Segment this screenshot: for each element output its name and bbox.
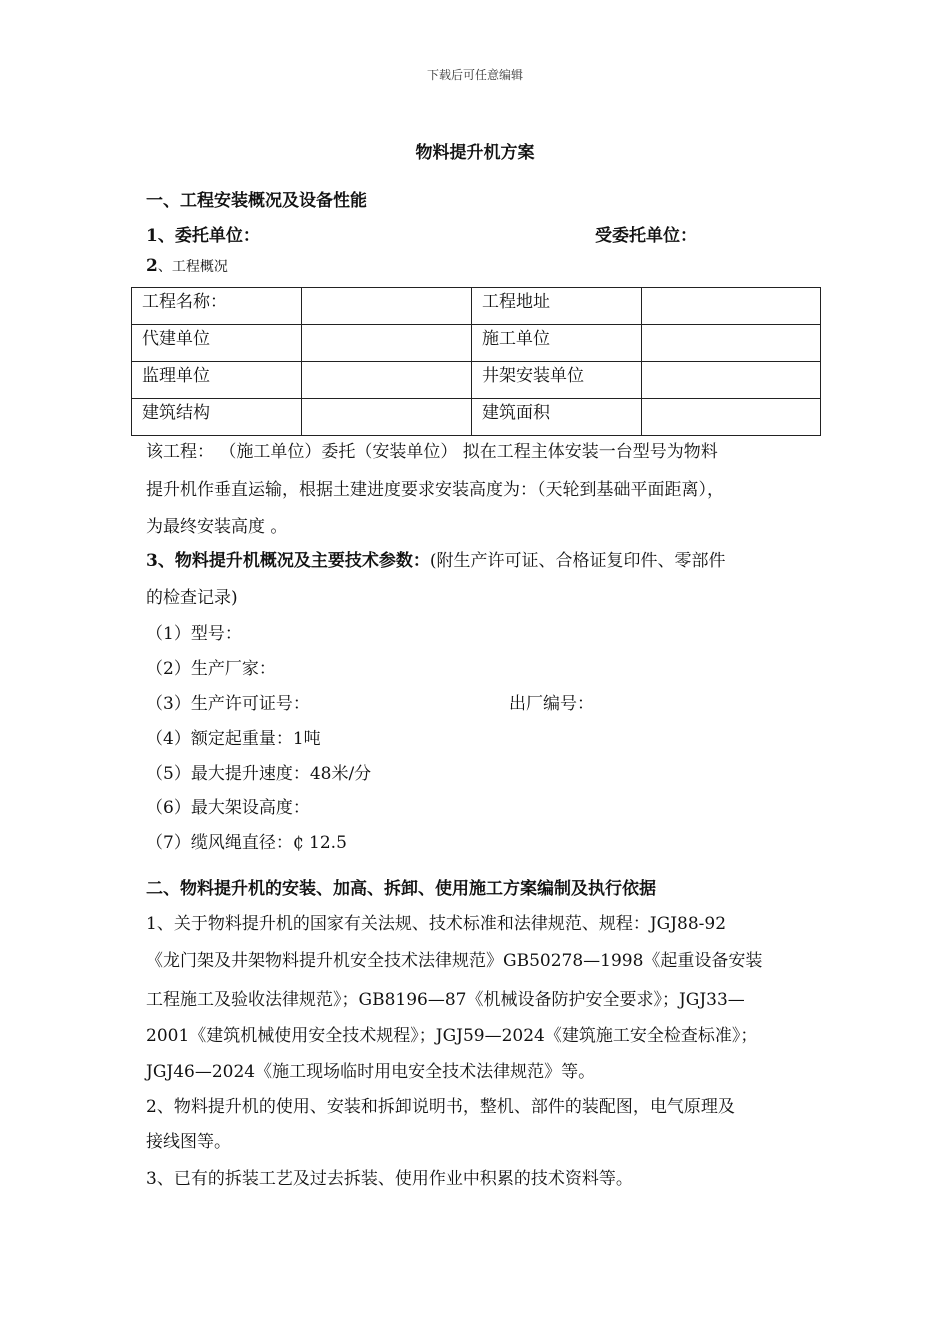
factory-number-label: 出厂编号： bbox=[509, 694, 594, 714]
param-item: （2）生产厂家： bbox=[146, 659, 276, 679]
table-cell bbox=[642, 288, 821, 325]
table-row bbox=[132, 362, 821, 399]
params-note: (附生产许可证、合格证复印件、零部件 bbox=[429, 551, 726, 571]
overview-paragraph-line: 该工程： （施工单位）委托（安装单位） 拟在工程主体安装一台型号为物料 bbox=[146, 442, 718, 462]
overview-num: 2 bbox=[146, 256, 158, 276]
section2-heading: 二、物料提升机的安装、加高、拆卸、使用施工方案编制及执行依据 bbox=[146, 879, 656, 899]
table-cell bbox=[642, 362, 821, 399]
overview-label: 、工程概况 bbox=[157, 259, 228, 275]
table-row bbox=[132, 325, 821, 362]
basis-line: 1、关于物料提升机的国家有关法规、技术标准和法律规范、规程：JGJ88-92 bbox=[146, 914, 727, 934]
client-label: 1、委托单位： bbox=[146, 226, 260, 246]
param-item: （5）最大提升速度：48米/分 bbox=[146, 764, 372, 784]
table-cell: 工程名称： bbox=[132, 288, 302, 325]
table-row bbox=[132, 399, 821, 436]
param-item: （7）缆风绳直径：₵ 12.5 bbox=[146, 833, 347, 853]
table-cell: 监理单位 bbox=[132, 362, 302, 399]
table-cell bbox=[642, 325, 821, 362]
table-cell: 代建单位 bbox=[132, 325, 302, 362]
table-cell: 施工单位 bbox=[472, 325, 642, 362]
basis-line: 接线图等。 bbox=[146, 1132, 231, 1152]
basis-line: 2001《建筑机械使用安全技术规程》；JGJ59—2024《建筑施工安全检查标准》； bbox=[146, 1026, 758, 1046]
param-item: （3）生产许可证号： bbox=[146, 694, 310, 714]
overview-paragraph-line: 为最终安装高度 。 bbox=[146, 517, 288, 537]
basis-line: JGJ46—2024《施工现场临时用电安全技术法律规范》等。 bbox=[146, 1062, 596, 1082]
table-cell: 建筑面积 bbox=[472, 399, 642, 436]
contractor-label: 受委托单位： bbox=[595, 226, 697, 246]
table-cell: 井架安装单位 bbox=[472, 362, 642, 399]
params-heading: 3、物料提升机概况及主要技术参数： bbox=[146, 551, 430, 571]
basis-line: 《龙门架及井架物料提升机安全技术法律规范》GB50278—1998《起重设备安装 bbox=[146, 951, 763, 971]
page-header: 下载后可任意编辑 bbox=[426, 68, 523, 82]
table-cell bbox=[302, 399, 472, 436]
table-cell bbox=[302, 288, 472, 325]
overview-paragraph-line: 提升机作垂直运输，根据土建进度要求安装高度为：（天轮到基础平面距离）， bbox=[146, 480, 724, 500]
params-note-continued: 的检查记录) bbox=[146, 588, 238, 608]
table-cell: 建筑结构 bbox=[132, 399, 302, 436]
document-title: 物料提升机方案 bbox=[415, 143, 535, 163]
table-cell bbox=[302, 362, 472, 399]
basis-line: 3、已有的拆装工艺及过去拆装、使用作业中积累的技术资料等。 bbox=[146, 1169, 633, 1189]
overview-heading bbox=[146, 256, 228, 276]
section1-heading: 一、工程安装概况及设备性能 bbox=[146, 191, 367, 211]
param-item: （6）最大架设高度： bbox=[146, 798, 310, 818]
basis-line: 2、物料提升机的使用、安装和拆卸说明书，整机、部件的装配图，电气原理及 bbox=[146, 1097, 735, 1117]
table-cell bbox=[302, 325, 472, 362]
table-cell: 工程地址 bbox=[472, 288, 642, 325]
table-cell bbox=[642, 399, 821, 436]
param-item: （1）型号： bbox=[146, 624, 242, 644]
project-info-table bbox=[131, 287, 821, 436]
param-item: （4）额定起重量：1吨 bbox=[146, 729, 321, 749]
params-heading-line bbox=[146, 546, 725, 571]
basis-line: 工程施工及验收法律规范》；GB8196—87《机械设备防护安全要求》；JGJ33— bbox=[146, 990, 745, 1010]
table-row bbox=[132, 288, 821, 325]
